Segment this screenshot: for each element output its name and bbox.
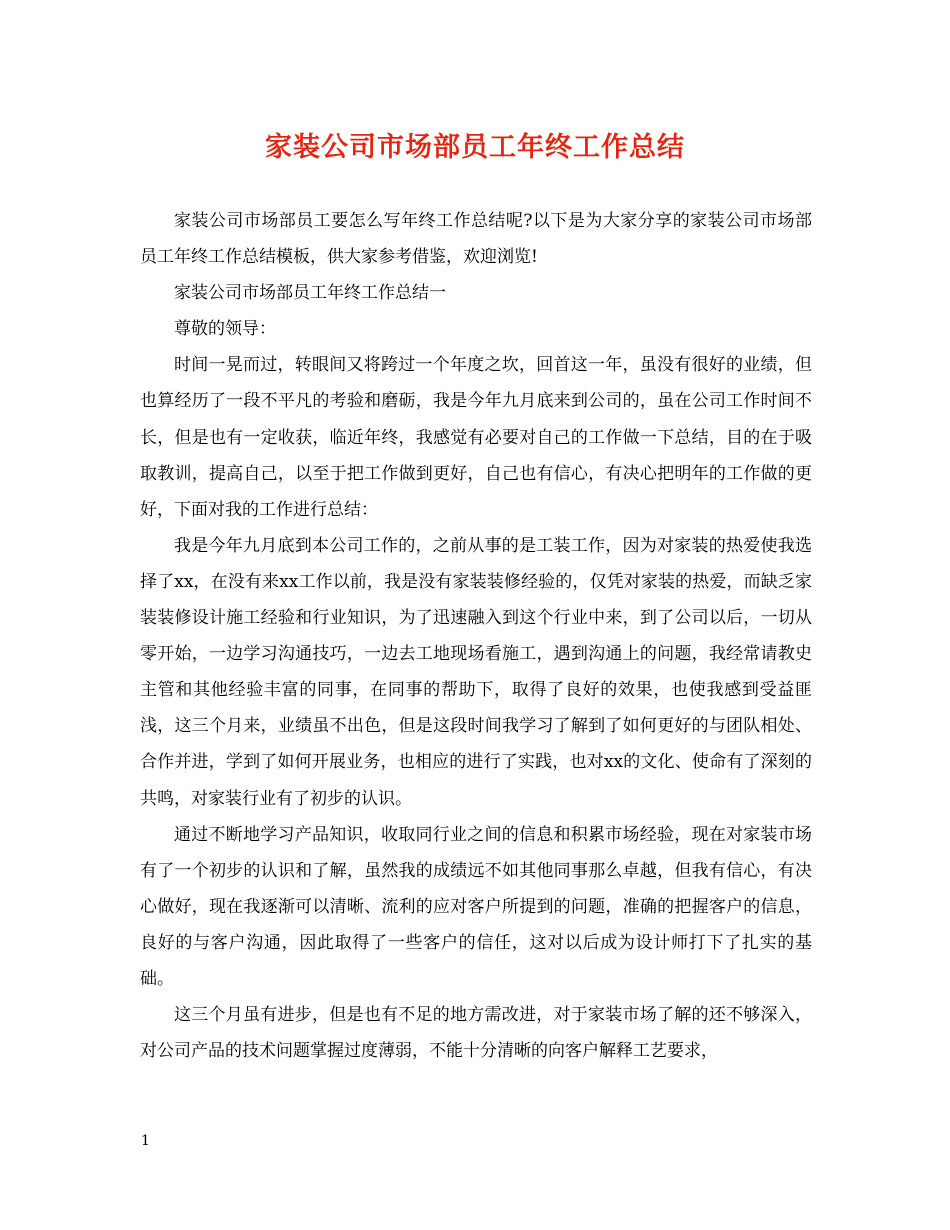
document-body (140, 203, 812, 1069)
paragraph-intro: 家装公司市场部员工要怎么写年终工作总结呢?以下是为大家分享的家装公司市场部员工年终工作总结模板，供大家参考借鉴，欢迎浏览! (140, 211, 812, 268)
paragraph-progress: 通过不断地学习产品知识，收取同行业之间的信息和积累市场经验，现在对家装市场有了一个初步的认识和了解，虽然我的成绩远不如其他同事那么卓越，但我有信心，有决心做好，现在我逐渐可以清晰、流利的应对客户所提到的问题，准确的把握客户的信息，良好的与客户沟通，因此取得了一些客户的信任，这对以后成为设计师打下了扎实的基础。 (140, 824, 812, 989)
paragraph-section-heading: 家装公司市场部员工年终工作总结一 (174, 283, 446, 304)
paragraph-overview: 时间一晃而过，转眼间又将跨过一个年度之坎，回首这一年，虽没有很好的业绩，但也算经历了一段不平凡的考验和磨砺，我是今年九月底来到公司的，虽在公司工作时间不长，但是也有一定收获，临近年终，我感觉有必要对自己的工作做一下总结，目的在于吸取教训，提高自己，以至于把工作做到更好，自己也有信心，有决心把明年的工作做的更好，下面对我的工作进行总结： (140, 355, 812, 520)
document-title: 家装公司市场部员工年终工作总结 (265, 132, 685, 163)
paragraph-background: 我是今年九月底到本公司工作的，之前从事的是工装工作，因为对家装的热爱使我选择了xx，在没有来xx工作以前，我是没有家装装修经验的，仅凭对家装的热爱，而缺乏家装装修设计施工经验和行业知识，为了迅速融入到这个行业中来，到了公司以后，一切从零开始，一边学习沟通技巧，一边去工地现场看施工，遇到沟通上的问题，我经常请教史主管和其他经验丰富的同事，在同事的帮助下，取得了良好的效果，也使我感到受益匪浅，这三个月来，业绩虽不出色，但是这段时间我学习了解到了如何更好的与团队相处、合作并进，学到了如何开展业务，也相应的进行了实践，也对xx的文化、使命有了深刻的共鸣，对家装行业有了初步的认识。 (140, 535, 812, 809)
page-number: 1 (141, 1133, 150, 1149)
paragraph-salutation: 尊敬的领导： (174, 319, 276, 340)
paragraph-shortcomings: 这三个月虽有进步，但是也有不足的地方需改进，对于家装市场了解的还不够深入，对公司产品的技术问题掌握过度薄弱，不能十分清晰的向客户解释工艺要求， (140, 1005, 812, 1062)
